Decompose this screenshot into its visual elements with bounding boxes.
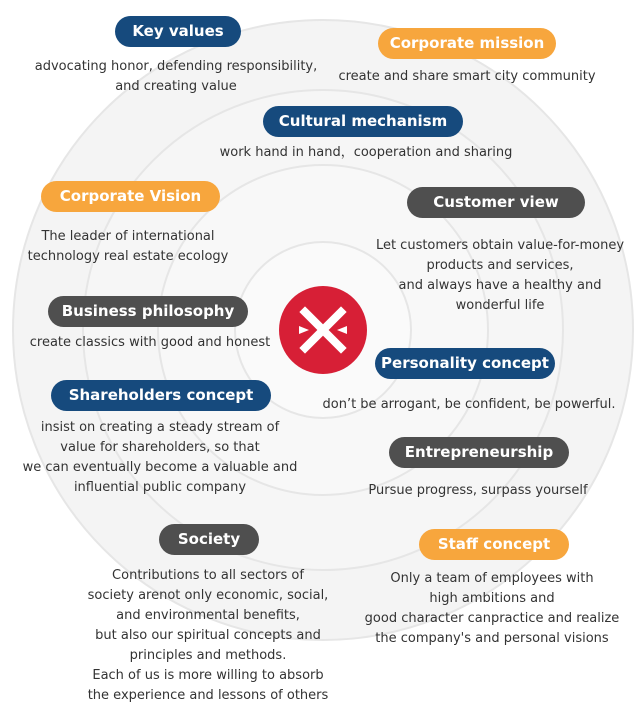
customer-view-description: Let customers obtain value-for-money products and services, and always have a healthy and wonderful life [375,238,625,313]
shareholders-concept-label: Shareholders concept [51,380,271,411]
cultural-mechanism-label: Cultural mechanism [263,106,463,137]
staff-concept-label: Staff concept [419,529,569,560]
corporate-mission-description: create and share smart city community [338,69,596,84]
business-philosophy-description: create classics with good and honest [29,335,271,350]
corporate-mission-label: Corporate mission [378,28,556,59]
cultural-mechanism-description: work hand in hand，cooperation and sharing [219,145,513,160]
society-label: Society [159,524,259,555]
key-values-label: Key values [115,16,241,47]
shareholders-concept-description: insist on creating a steady stream of value for shareholders, so that we can eventually become a valuable and influential public company [22,420,298,495]
entrepreneurship-label: Entrepreneurship [389,437,569,468]
business-philosophy-label: Business philosophy [48,296,248,327]
entrepreneurship-description: Pursue progress, surpass yourself [368,483,588,498]
customer-view-label: Customer view [407,187,585,218]
corporate-vision-description: The leader of international technology real estate ecology [27,229,229,264]
personality-concept-label: Personality concept [375,348,555,379]
staff-concept-description: Only a team of employees with high ambitions and good character canpractice and realize the company's and personal visions [364,571,620,646]
key-values-description: advocating honor, defending responsibility, and creating value [34,59,318,94]
society-description: Contributions to all sectors of society arenot only economic, social, and environmental benefits, but also our spiritual concepts and principles and methods. Each of us is more willing to absorb the experience and lessons of others [87,568,329,703]
personality-concept-description: don’t be arrogant, be confident, be powerful. [322,397,616,412]
corporate-vision-label: Corporate Vision [41,181,220,212]
interlocking-x-logo-icon [279,286,367,374]
